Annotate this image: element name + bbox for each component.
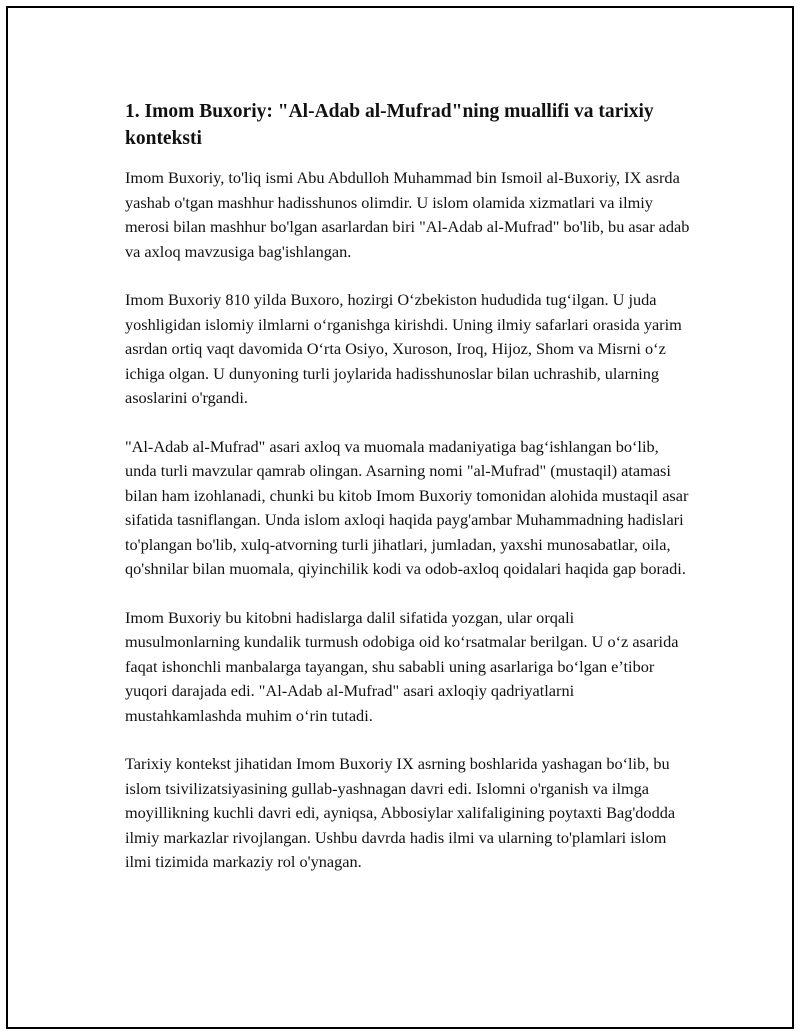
paragraph-5: Tarixiy kontekst jihatidan Imom Buxoriy IX asrning boshlarida yashagan bo‘lib, bu islom tsivilizatsiyasining gullab-yashnagan davri edi. Islomni o'rganish va ilmga moyillikning kuchli davri edi, ayniqsa, Abbosiylar xalifaligining poytaxti Bag'dodda ilmiy markazlar rivojlangan. Ushbu davrda hadis ilmi va ularning to'plamlari islom ilmi tizimida markaziy rol o'ynagan. [125, 754, 676, 871]
document-body [125, 98, 693, 899]
paragraph-3: "Al-Adab al-Mufrad" asari axloq va muomala madaniyatiga bag‘ishlangan bo‘lib, unda turli mavzular qamrab olingan. Asarning nomi "al-Mufrad" (mustaqil) atamasi bilan ham izohlanadi, chunki bu kitob Imom Buxoriy tomonidan alohida mustaqil asar sifatida tasniflangan. Unda islom axloqi haqida payg'ambar Muhammadning hadislari to'plangan bo'lib, xulq-atvorning turli jihatlari, jumladan, yaxshi munosabatlar, oila, qo'shnilar bilan muomala, qiyinchilik kodi va odob-axloq qoidalari haqida gap boradi. [125, 436, 689, 578]
section-title: 1. Imom Buxoriy: "Al-Adab al-Mufrad"ning muallifi va tarixiy konteksti [125, 101, 654, 149]
paragraph-1: Imom Buxoriy, to'liq ismi Abu Abdulloh Muhammad bin Ismoil al-Buxoriy, IX asrda yashab o'tgan mashhur hadisshunos olimdir. U islom olamida xizmatlari va ilmiy merosi bilan mashhur bo'lgan asarlardan biri "Al-Adab al-Mufrad" bo'lib, bu asar adab va axloq mavzusiga bag'ishlangan. [125, 168, 690, 261]
paragraph-4: Imom Buxoriy bu kitobni hadislarga dalil sifatida yozgan, ular orqali musulmonlarning kundalik turmush odobiga oid ko‘rsatmalar berilgan. U o‘z asarida faqat ishonchli manbalarga tayangan, shu sababli uning asarlariga bo‘lgan e’tibor yuqori darajada edi. "Al-Adab al-Mufrad" asari axloqiy qadriyatlarni mustahkamlashda muhim o‘rin tutadi. [125, 607, 679, 725]
paragraph-2: Imom Buxoriy 810 yilda Buxoro, hozirgi O‘zbekiston hududida tug‘ilgan. U juda yoshligidan islomiy ilmlarni o‘rganishga kirishdi. Uning ilmiy safarlari orasida yarim asrdan ortiq vaqt davomida O‘rta Osiyo, Xuroson, Iroq, Hijoz, Shom va Misrni o‘z ichiga olgan. U dunyoning turli joylarida hadisshunoslar bilan uchrashib, ularning asoslarini o'rgandi. [125, 290, 682, 407]
page-frame [6, 6, 794, 1029]
